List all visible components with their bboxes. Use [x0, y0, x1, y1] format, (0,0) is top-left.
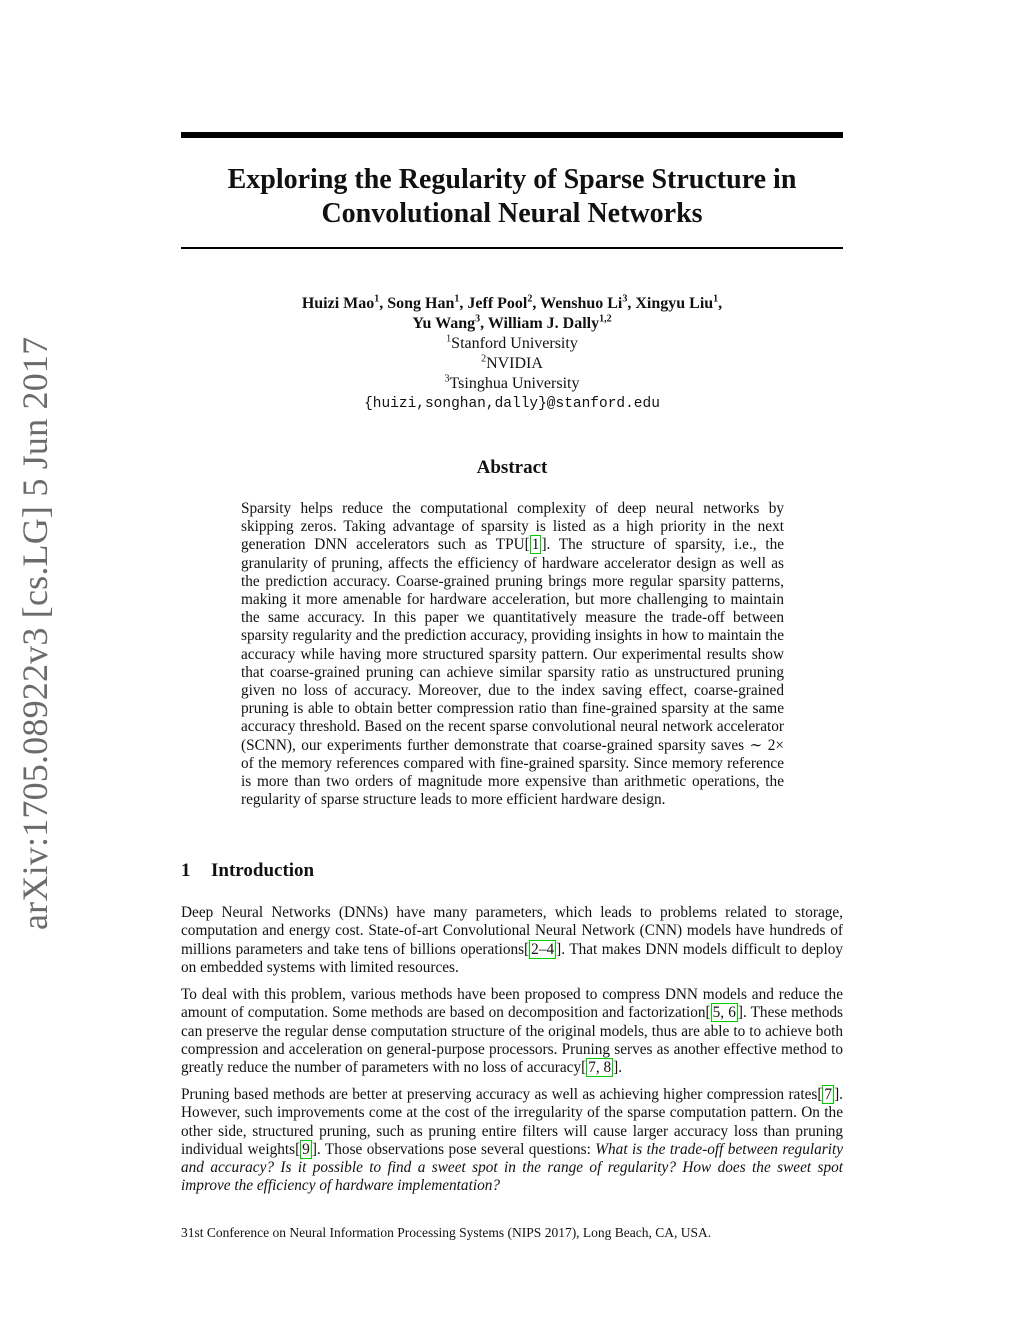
paragraph-text: ]. Those observations pose several questions: — [311, 1140, 596, 1158]
research-questions: What is the trade-off between regularity and accuracy? Is it possible to find a sweet spot in the range of regularity? How does the sweet spot improve the efficiency of hardware implementation? — [181, 1140, 843, 1195]
body-paragraph — [181, 904, 843, 977]
abstract-text-segment: ]. The structure of sparsity, i.e., the granularity of pruning, affects the efficiency of hardware accelerator design as well as the prediction accuracy. Coarse-grained pruning brings more regular sparsity patterns, making it more amenable for hardware acceleration, but more challenging to maintain the same accuracy. In this paper we quantitatively measure the trade-off between sparsity regularity and the prediction accuracy, providing insights in how to maintain the accuracy while having more structured sparsity pattern. Our experimental results show that coarse-grained pruning can achieve similar sparsity ratio as unstructured pruning given no loss of accuracy. Moreover, due to the index saving effect, coarse-grained pruning is able to obtain better compression ratio than fine-grained sparsity at the same accuracy threshold. Based on the recent sparse convolutional neural network accelerator (SCNN), our experiments further demonstrate that coarse-grained sparsity saves ∼ 2× of the memory references compared with fine-grained sparsity. Since memory reference is more than two orders of magnitude more expensive than arithmetic operations, the regularity of sparse structure leads to more efficient hardware design. — [241, 536, 785, 809]
author-affiliation-mark: 1,2 — [599, 313, 612, 325]
affiliation-number: 3 — [444, 373, 450, 385]
body-paragraph — [181, 986, 843, 1077]
affiliation-name: Stanford University — [451, 335, 578, 352]
abstract-text — [241, 500, 784, 809]
author-name: Xingyu Liu — [635, 295, 714, 312]
affiliation-name: NVIDIA — [486, 355, 543, 372]
citation-link[interactable]: 7, 8 — [588, 1059, 612, 1077]
affiliation-name: Tsinghua University — [449, 375, 580, 392]
affiliation — [181, 334, 843, 354]
author-affiliation-mark: 1 — [713, 293, 719, 305]
author-affiliation-mark: 1 — [374, 293, 380, 305]
paper-title — [181, 163, 843, 231]
paragraph-text: ]. That makes DNN models difficult to deploy on embedded systems with limited resources. — [181, 940, 843, 976]
author-name: Jeff Pool — [467, 295, 528, 312]
arxiv-identifier: arXiv:1705.08922v3 [cs.LG] 5 Jun 2017 — [15, 336, 55, 930]
author-name: Wenshuo Li — [540, 295, 623, 312]
author-affiliation-mark: 3 — [475, 313, 481, 325]
paragraph-text: ]. These methods can preserve the regular dense computation structure of the original models, thus are able to to achieve both compression and acceleration on general-purpose processors. Pruning serves as another effective method to greatly reduce the number of parameters with no loss of accuracy[ — [181, 1004, 844, 1077]
author-email: {huizi,songhan,dally}@stanford.edu — [364, 396, 660, 412]
citation-link[interactable]: 2–4 — [531, 940, 555, 958]
citation-link[interactable]: 5, 6 — [712, 1004, 736, 1022]
paragraph-text: Pruning based methods are better at preserving accuracy as well as achieving higher compression rates[ — [181, 1086, 823, 1103]
author-name: William J. Dally — [487, 315, 600, 332]
affiliation — [181, 374, 843, 394]
affiliation — [181, 354, 843, 374]
author-name: Yu Wang — [412, 315, 476, 332]
paragraph-text: ]. — [613, 1059, 623, 1077]
title-rule-bottom — [181, 247, 843, 249]
author-list-line-2: Yu Wang$^3$, William J. Dally$^{1,2}$ — [412, 313, 612, 332]
citation-link[interactable]: 7 — [824, 1086, 833, 1103]
paragraph-text: ]. However, such improvements come at the cost of the irregularity of the sparse computation pattern. On the other side, structured pruning, such as pruning entire filters will cause larger accuracy loss than pruning individual weights[ — [181, 1086, 843, 1158]
author-affiliation-mark: 1 — [454, 293, 460, 305]
affiliation-number: 2 — [481, 353, 487, 365]
body-paragraph — [181, 1086, 843, 1196]
abstract-heading: Abstract — [476, 457, 548, 478]
abstract-text-segment: Sparsity helps reduce the computational complexity of deep neural networks by skipping zeros. Taking advantage of sparsity is listed as a high priority in the next generation DNN accelerators such as TPU[ — [241, 500, 784, 554]
paragraph-text: Deep Neural Networks (DNNs) have many parameters, which leads to problems related to storage, computation and energy cost. State-of-art Convolutional Neural Network (CNN) models have hundreds of millions parameters and take tens of billions operations[ — [181, 904, 843, 958]
title-line: Exploring the Regularity of Sparse Structure in — [227, 164, 797, 195]
author-affiliation-mark: 2 — [527, 293, 533, 305]
author-block — [181, 294, 843, 414]
author-name: Song Han — [387, 295, 455, 312]
citation-link[interactable]: 1 — [531, 536, 540, 554]
section-heading — [181, 860, 843, 882]
section-title: Introduction — [211, 860, 315, 881]
section-number: 1 — [181, 860, 191, 881]
affiliation-number: 1 — [446, 333, 452, 345]
conference-footnote: 31st Conference on Neural Information Processing Systems (NIPS 2017), Long Beach, CA, USA. — [181, 1225, 712, 1240]
paragraph-text: To deal with this problem, various methods have been proposed to compress DNN models and reduce the amount of computation. Some methods are based on decomposition and factorization[ — [181, 986, 843, 1022]
title-line: Convolutional Neural Networks — [321, 198, 703, 229]
title-rule-top — [181, 132, 843, 138]
author-name: Huizi Mao — [301, 295, 375, 312]
citation-link[interactable]: 9 — [302, 1140, 310, 1158]
author-list-line-1: Huizi Mao$^1$, Song Han$^1$, Jeff Pool$^2$, Wenshuo Li$^3$, Xingyu Liu$^1$, — [301, 293, 723, 312]
author-affiliation-mark: 3 — [622, 293, 628, 305]
